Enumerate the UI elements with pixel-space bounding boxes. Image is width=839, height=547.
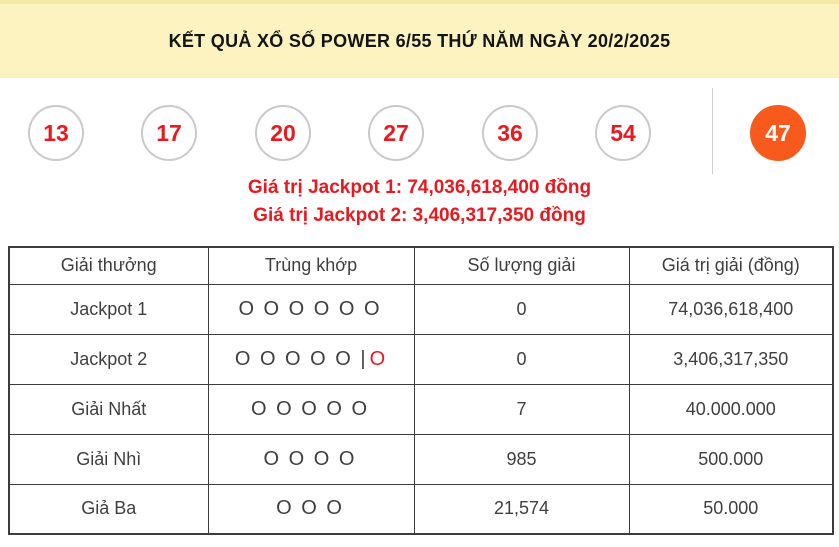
main-ball-4: 27 [368,105,424,161]
jackpot2-value-line: Giá trị Jackpot 2: 3,406,317,350 đồng [253,205,586,226]
main-ball-1: 13 [28,105,84,161]
table-row [9,484,833,534]
count-cell: 21,574 [414,484,629,534]
match-circles: O O O [276,497,344,520]
power-ball-divider [712,88,713,174]
jackpot1-value-line: Giá trị Jackpot 1: 74,036,618,400 đồng [247,177,592,198]
table-header-row [9,247,833,284]
column-header-prize: Giải thưởng [9,247,208,284]
prize-name-cell: Jackpot 1 [9,284,208,334]
count-cell: 985 [414,434,629,484]
main-ball-3: 20 [255,105,311,161]
table-row [9,284,833,334]
prize-name-cell: Jackpot 2 [9,334,208,384]
count-cell: 0 [414,334,629,384]
count-cell: 0 [414,284,629,334]
page-title: KẾT QUẢ XỔ SỐ POWER 6/55 THỨ NĂM NGÀY 20/2/2025 [168,30,671,51]
match-pattern-cell [208,484,414,534]
match-circles: O O O O O | [234,347,368,370]
prize-name-cell: Giải Nhất [9,384,208,434]
value-cell: 500.000 [629,434,833,484]
column-header-match: Trùng khớp [208,247,414,284]
match-pattern-cell [208,434,414,484]
jackpot-values [0,174,839,230]
value-cell: 3,406,317,350 [629,334,833,384]
drawn-numbers-row [0,78,839,174]
main-ball-5: 36 [482,105,538,161]
prize-name-cell: Giả Ba [9,484,208,534]
table-row [9,334,833,384]
results-header [0,0,839,78]
value-cell: 40.000.000 [629,384,833,434]
match-circles: O O O O O [250,397,369,420]
count-cell: 7 [414,384,629,434]
power-ball: 47 [750,105,806,161]
prize-table [8,246,834,535]
value-cell: 50.000 [629,484,833,534]
match-extra-circle: O [369,347,388,370]
match-pattern-cell [208,284,414,334]
value-cell: 74,036,618,400 [629,284,833,334]
prize-name-cell: Giải Nhì [9,434,208,484]
table-row [9,434,833,484]
main-ball-2: 17 [141,105,197,161]
match-circles: O O O O [263,447,357,470]
match-pattern-cell [208,384,414,434]
column-header-value: Giá trị giải (đồng) [629,247,833,284]
column-header-count: Số lượng giải [414,247,629,284]
main-ball-6: 54 [595,105,651,161]
table-row [9,384,833,434]
match-pattern-cell [208,334,414,384]
match-circles: O O O O O O [238,297,382,320]
